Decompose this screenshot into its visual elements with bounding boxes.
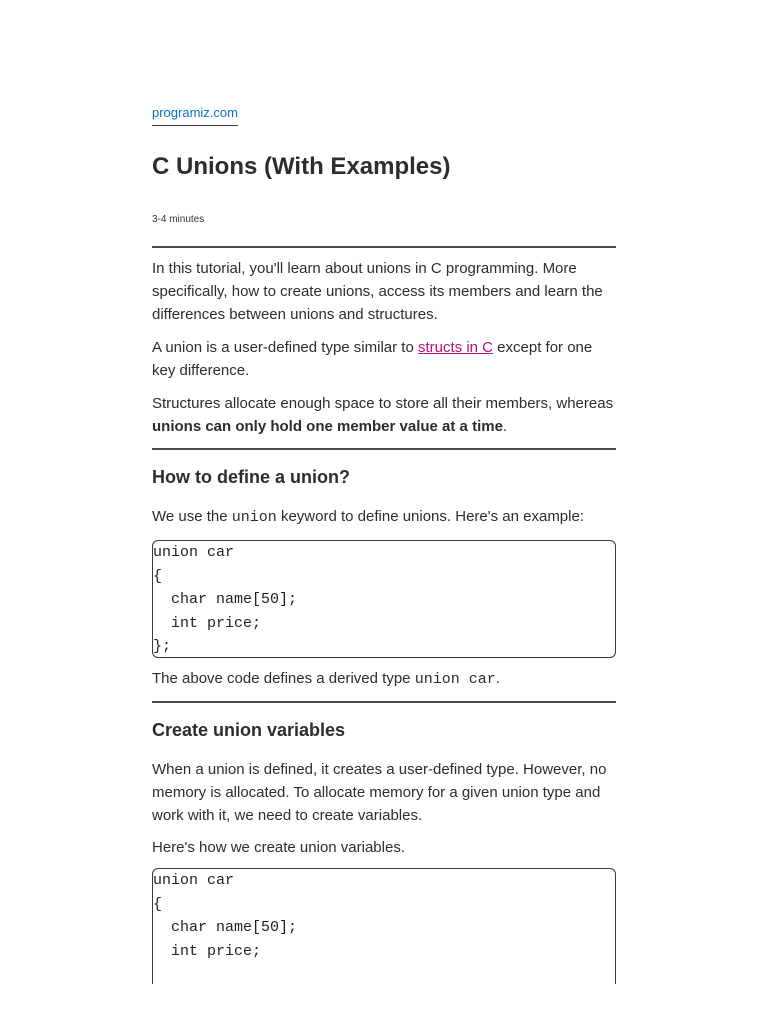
section-heading: How to define a union? bbox=[152, 467, 350, 487]
intro-paragraph-3-text-end: . bbox=[502, 418, 508, 435]
section-heading: Create union variables bbox=[152, 720, 346, 740]
section-paragraph: When a union is defined, it creates a user-defined type. However, no memory is allocated. To allocate memory for a given union type and work with it, we need to create variables. bbox=[152, 761, 607, 824]
intro-section bbox=[152, 248, 616, 438]
intro-paragraph-3 bbox=[152, 392, 616, 438]
intro-paragraph-2-text-end: except for one key difference. bbox=[152, 339, 593, 379]
code-block: union car { char name[50]; int price; bbox=[152, 868, 616, 984]
section-paragraph: Here's how we create union variables. bbox=[152, 839, 405, 856]
section-create-variables bbox=[152, 719, 616, 984]
intro-paragraph-3-bold: unions can only hold one member value at a time bbox=[152, 418, 503, 435]
article-content bbox=[152, 246, 616, 984]
reading-time: 3-4 minutes bbox=[152, 214, 205, 225]
page-title: C Unions (With Examples) bbox=[152, 153, 451, 180]
intro-paragraph-2-text: A union is a user-defined type similar to bbox=[152, 339, 418, 356]
divider bbox=[152, 448, 616, 450]
section-paragraph-text-end: . bbox=[495, 670, 500, 687]
section-define-union bbox=[152, 466, 616, 691]
intro-paragraph-2 bbox=[152, 336, 616, 382]
section-paragraph-text-end: keyword to define unions. Here's an example: bbox=[276, 508, 584, 525]
intro-paragraph-3-text: Structures allocate enough space to store all their members, whereas bbox=[152, 395, 614, 412]
structs-in-c-link[interactable]: structs in C bbox=[417, 339, 493, 356]
section-paragraph bbox=[152, 505, 616, 529]
intro-paragraph-1: In this tutorial, you'll learn about unions in C programming. More specifically, how to create unions, access its members and learn the differences between unions and structures. bbox=[152, 260, 603, 323]
divider bbox=[152, 701, 616, 703]
section-paragraph-text: The above code defines a derived type bbox=[152, 670, 415, 687]
source-link[interactable]: programiz.com bbox=[152, 105, 238, 126]
inline-code: union bbox=[231, 509, 277, 526]
section-paragraph bbox=[152, 667, 616, 691]
inline-code: union car bbox=[414, 671, 496, 688]
code-block: union car { char name[50]; int price; }; bbox=[152, 540, 616, 658]
section-paragraph-text: We use the bbox=[152, 508, 232, 525]
